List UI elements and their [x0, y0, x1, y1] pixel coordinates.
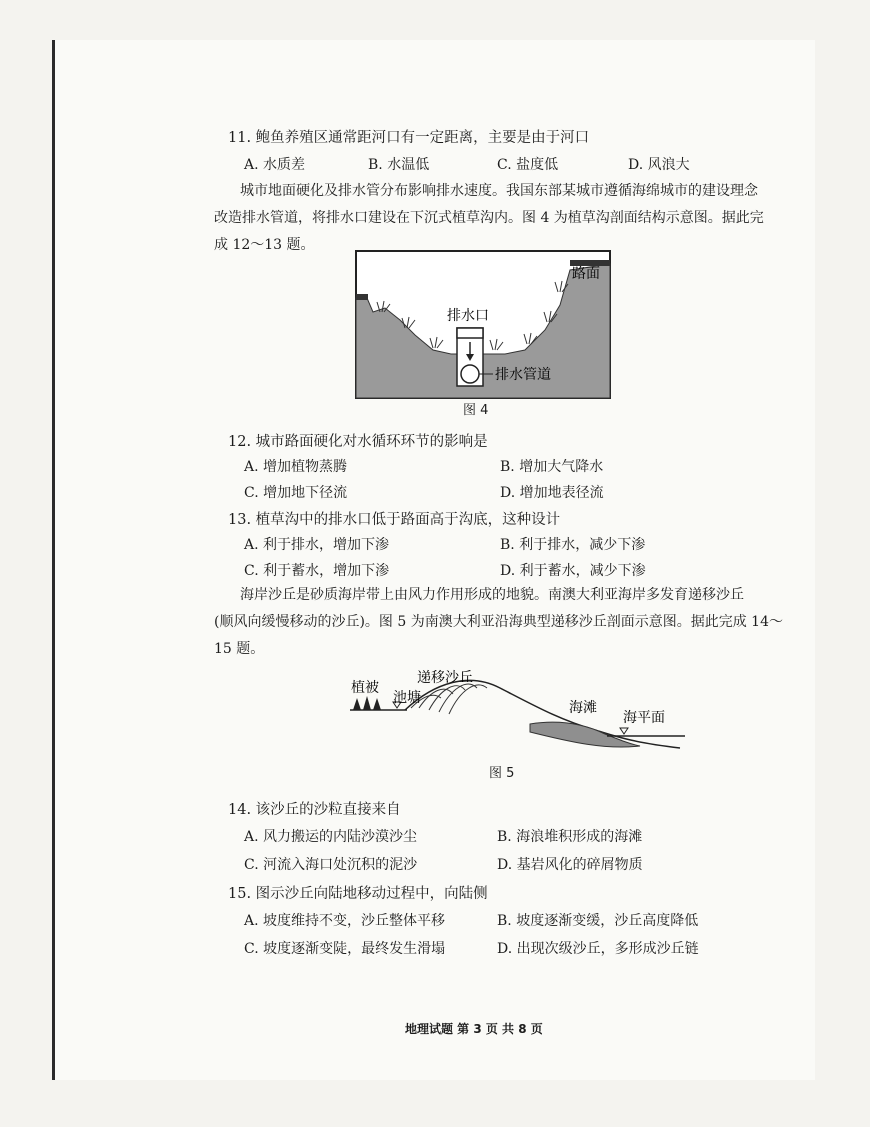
intro1-line3: 成 12～13 题。: [214, 237, 315, 253]
intro2-line1: 海岸沙丘是砂质海岸带上由风力作用形成的地貌。南澳大利亚海岸多发育递移沙丘: [240, 587, 744, 603]
drain-pipe: [461, 365, 479, 383]
q11-option-a: A. 水质差: [244, 157, 306, 173]
label-outlet: 排水口: [447, 308, 489, 324]
q14-option-d: D. 基岩风化的碎屑物质: [497, 857, 643, 873]
road-left: [356, 294, 368, 300]
page-footer: 地理试题 第 3 页 共 8 页: [405, 1022, 543, 1036]
q13-option-b: B. 利于排水，减少下渗: [500, 537, 646, 553]
q14-stem: 14. 该沙丘的沙粒直接来自: [228, 802, 401, 818]
q12-option-d: D. 增加地表径流: [500, 485, 604, 501]
q11-option-c: C. 盐度低: [497, 157, 559, 173]
label-pipe: 排水管道: [495, 367, 551, 383]
q12-option-c: C. 增加地下径流: [244, 485, 348, 501]
label-sea-level: 海平面: [623, 710, 665, 726]
q12-option-b: B. 增加大气降水: [500, 459, 604, 475]
label-pond: 池塘: [393, 690, 421, 706]
intro2-line3: 15 题。: [214, 641, 265, 657]
figure-4-diagram: [355, 250, 611, 400]
q15-stem: 15. 图示沙丘向陆地移动过程中，向陆侧: [228, 886, 488, 902]
q11-option-d: D. 风浪大: [628, 157, 690, 173]
q13-stem: 13. 植草沟中的排水口低于路面高于沟底，这种设计: [228, 512, 561, 528]
q14-option-a: A. 风力搬运的内陆沙漠沙尘: [244, 829, 418, 845]
q14-option-c: C. 河流入海口处沉积的泥沙: [244, 857, 418, 873]
q15-option-c: C. 坡度逐渐变陡，最终发生滑塌: [244, 941, 446, 957]
q15-option-d: D. 出现次级沙丘，多形成沙丘链: [497, 941, 699, 957]
drain-outlet-grate: [457, 328, 483, 338]
q13-option-c: C. 利于蓄水，增加下渗: [244, 563, 390, 579]
q15-option-b: B. 坡度逐渐变缓，沙丘高度降低: [497, 913, 699, 929]
label-moving-dune: 递移沙丘: [417, 670, 473, 686]
figure-5-diagram: [345, 658, 690, 763]
q12-option-a: A. 增加植物蒸腾: [244, 459, 348, 475]
q11-stem: 11. 鲍鱼养殖区通常距河口有一定距离，主要是由于河口: [228, 130, 590, 146]
sea-level-marker-icon: [620, 728, 628, 734]
label-beach: 海滩: [569, 700, 597, 716]
figure-5-caption: 图 5: [489, 766, 515, 781]
q11-option-b: B. 水温低: [368, 157, 430, 173]
q13-option-d: D. 利于蓄水，减少下渗: [500, 563, 646, 579]
intro2-line2: (顺风向缓慢移动的沙丘)。图 5 为南澳大利亚沿海典型递移沙丘剖面示意图。据此完成 14～: [214, 614, 783, 630]
intro1-line1: 城市地面硬化及排水管分布影响排水速度。我国东部某城市遵循海绵城市的建设理念: [240, 183, 758, 199]
label-vegetation: 植被: [351, 680, 379, 696]
dune-slip-lines: [411, 684, 487, 714]
intro1-line2: 改造排水管道，将排水口建设在下沉式植草沟内。图 4 为植草沟剖面结构示意图。据此完: [214, 210, 764, 226]
vegetation-icon: [353, 696, 381, 710]
q15-option-a: A. 坡度维持不变，沙丘整体平移: [244, 913, 446, 929]
q14-option-b: B. 海浪堆积形成的海滩: [497, 829, 643, 845]
q13-option-a: A. 利于排水，增加下渗: [244, 537, 390, 553]
figure-4-caption: 图 4: [463, 403, 489, 418]
q12-stem: 12. 城市路面硬化对水循环环节的影响是: [228, 434, 488, 450]
label-road: 路面: [572, 266, 600, 282]
